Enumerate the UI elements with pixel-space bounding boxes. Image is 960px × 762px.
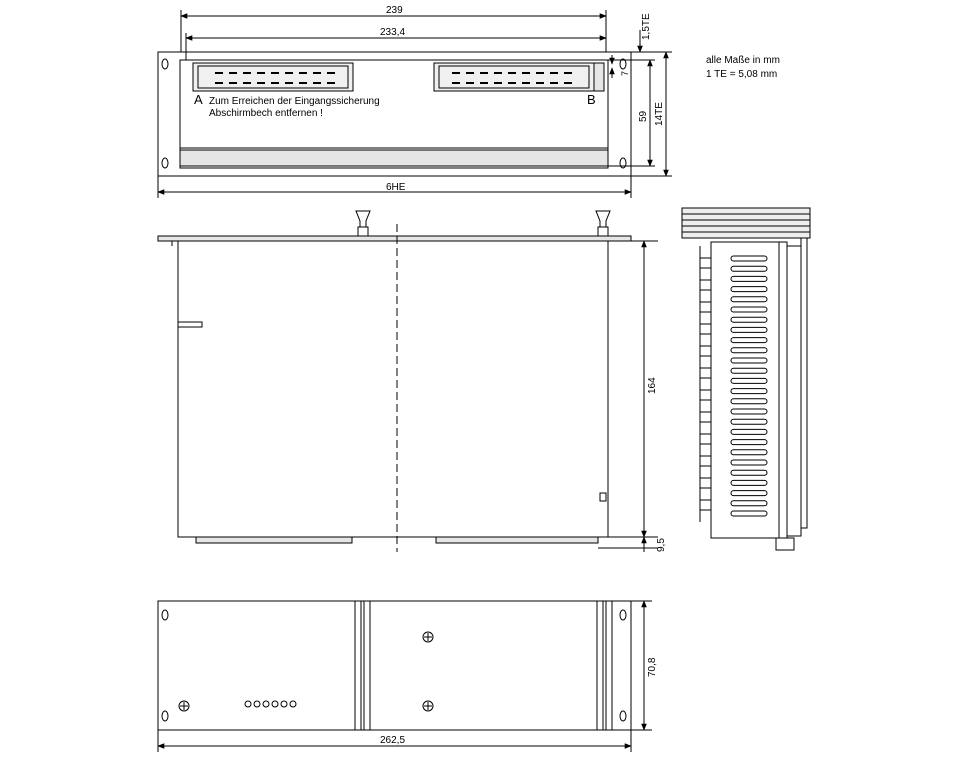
vent-slot	[731, 307, 767, 312]
vent-slot	[731, 399, 767, 404]
side-view	[158, 211, 631, 552]
vent-slot	[731, 378, 767, 383]
mounting-hole	[162, 59, 168, 69]
units-note-line-2: 1 TE = 5,08 mm	[706, 69, 778, 80]
point-b-label: B	[587, 92, 596, 107]
vent-slot	[731, 511, 767, 516]
vent-slot	[731, 389, 767, 394]
led-row	[245, 701, 296, 707]
grounding-screw	[423, 701, 433, 711]
mounting-hole	[162, 158, 168, 168]
dim-label-59: 59	[638, 110, 649, 122]
grounding-screw	[179, 701, 189, 711]
end-view	[682, 208, 810, 550]
dim-label-9-5: 9,5	[656, 538, 667, 552]
handle-screw-left	[356, 211, 370, 236]
dim-label-70-8: 70,8	[647, 657, 658, 677]
vent-slot	[731, 491, 767, 496]
vent-slot	[731, 348, 767, 353]
vent-slot	[731, 419, 767, 424]
dim-label-164: 164	[647, 377, 658, 394]
vent-slot	[731, 450, 767, 455]
vent-slot	[731, 409, 767, 414]
mounting-hole	[620, 610, 626, 620]
dim-label-239: 239	[386, 5, 403, 16]
dim-label-262-5: 262,5	[380, 735, 406, 746]
vent-slot	[731, 429, 767, 434]
note-line-2: Abschirmbech entfernen !	[209, 108, 323, 119]
side-view-dimensions	[598, 241, 658, 552]
point-a-label: A	[194, 92, 203, 107]
side-view-body	[178, 241, 608, 537]
handle-screw-right	[596, 211, 610, 236]
rear-view	[158, 601, 631, 730]
vent-slot	[731, 256, 767, 261]
rear-view-plate	[158, 601, 631, 730]
rear-view-dimensions	[158, 601, 652, 752]
vent-slot	[731, 460, 767, 465]
vent-slot	[731, 287, 767, 292]
connector-a	[193, 63, 353, 91]
vent-slot	[731, 501, 767, 506]
dim-label-14te: 14TE	[654, 102, 665, 126]
vent-slot	[731, 440, 767, 445]
mounting-hole	[162, 711, 168, 721]
note-line-1: Zum Erreichen der Eingangssicherung	[209, 96, 380, 107]
vent-slot	[731, 358, 767, 363]
vent-slot	[731, 368, 767, 373]
grounding-screw	[423, 632, 433, 642]
end-view-header	[682, 208, 810, 238]
dim-label-6he: 6HE	[386, 182, 406, 193]
vent-slot	[731, 276, 767, 281]
vent-slot	[731, 317, 767, 322]
dim-label-7: 7	[620, 70, 630, 76]
dim-label-233-4: 233,4	[380, 27, 406, 38]
connector-b	[434, 63, 594, 91]
mounting-hole	[162, 610, 168, 620]
end-view-slots	[731, 256, 767, 516]
vent-slot	[731, 470, 767, 475]
vent-slot	[731, 327, 767, 332]
vent-slot	[731, 297, 767, 302]
dim-label-1-5te: 1,5TE	[641, 13, 652, 40]
mounting-hole	[620, 711, 626, 721]
vent-slot	[731, 480, 767, 485]
vent-slot	[731, 338, 767, 343]
units-note-line-1: alle Maße in mm	[706, 55, 780, 66]
side-view-top-plate	[158, 236, 631, 241]
vent-slot	[731, 266, 767, 271]
